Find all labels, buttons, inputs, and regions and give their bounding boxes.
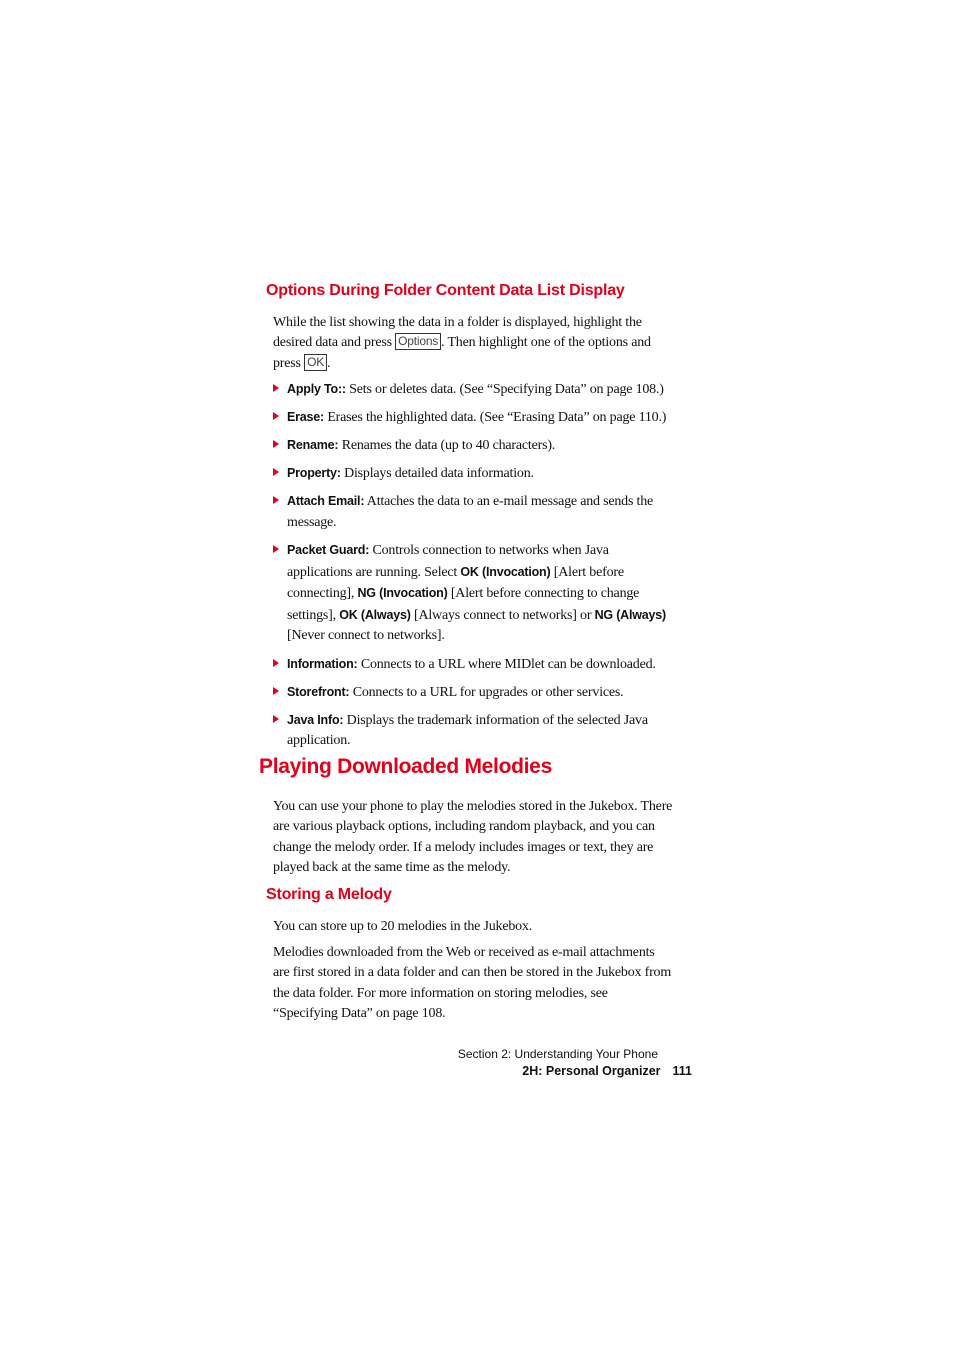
option-ng-always: NG (Always)	[594, 607, 667, 622]
section-heading-playing-melodies: Playing Downloaded Melodies	[259, 755, 552, 778]
bullet-triangle-icon	[273, 468, 279, 476]
item-text: Connects to a URL for upgrades or other services.	[349, 684, 624, 700]
item-label: Information:	[287, 656, 358, 671]
page-number: 111	[672, 1064, 692, 1078]
subsection-heading-storing-melody: Storing a Melody	[266, 886, 392, 903]
item-label: Packet Guard:	[287, 543, 370, 558]
item-label: Java Info:	[287, 712, 344, 727]
item-label: Rename:	[287, 438, 339, 453]
footer-section-title: Section 2: Understanding Your Phone	[457, 1047, 658, 1061]
bullet-triangle-icon	[273, 687, 279, 695]
options-list	[272, 379, 672, 752]
bullet-triangle-icon	[273, 384, 279, 392]
list-item-packet-guard	[272, 540, 672, 647]
item-text: Sets or deletes data. (See “Specifying Data” on page 108.)	[345, 382, 664, 397]
list-item-rename	[272, 435, 672, 457]
option-ok-always: OK (Always)	[339, 607, 411, 622]
item-label: Apply To::	[287, 382, 346, 396]
footer-chapter-line	[522, 1064, 692, 1078]
list-item-attach-email	[272, 491, 672, 533]
bullet-triangle-icon	[273, 496, 279, 504]
item-label: Attach Email:	[287, 494, 365, 509]
bullet-triangle-icon	[273, 412, 279, 420]
ok-key-label: OK	[304, 354, 327, 371]
item-text: Erases the highlighted data. (See “Erasing Data” on page 110.)	[324, 410, 667, 426]
item-text: [Always connect to networks] or	[410, 607, 595, 623]
item-label: Storefront:	[287, 684, 350, 699]
item-text: Attaches the data to an e-mail message and sends the message.	[287, 494, 654, 530]
list-item-apply-to	[272, 379, 672, 401]
bullet-triangle-icon	[273, 440, 279, 448]
bullet-triangle-icon	[273, 545, 279, 553]
options-intro-paragraph	[273, 313, 673, 374]
item-text: Renames the data (up to 40 characters).	[338, 438, 556, 454]
item-text: [Never connect to networks].	[287, 628, 445, 644]
bullet-triangle-icon	[273, 659, 279, 667]
option-ok-invocation: OK (Invocation)	[460, 564, 551, 579]
intro-text-3: .	[327, 355, 331, 371]
item-text: Displays detailed data information.	[340, 466, 534, 482]
bullet-triangle-icon	[273, 715, 279, 723]
list-item-information	[272, 654, 672, 676]
subsection-heading-options: Options During Folder Content Data List Display	[266, 282, 625, 299]
item-text: [Alert before connecting to change settings],	[287, 586, 640, 623]
list-item-property	[272, 463, 672, 485]
item-text: Connects to a URL where MIDlet can be downloaded.	[357, 656, 656, 672]
storing-paragraph-1: You can store up to 20 melodies in the Jukebox.	[273, 919, 533, 934]
storing-paragraph-2: Melodies downloaded from the Web or received as e-mail attachments are first stored in a data folder and can then be stored in the Jukebox from the data folder. For more information on storing melodies, see “Specifying Data” on page 108.	[273, 945, 672, 1021]
item-label: Property:	[287, 466, 341, 481]
intro-text-1: While the list showing the data in a folder is displayed, highlight the desired data and press	[273, 315, 642, 351]
item-text: Controls connection to networks when Java applications are running. Select	[287, 543, 609, 580]
item-text: Displays the trademark information of the selected Java application.	[287, 712, 648, 749]
footer-chapter-title: 2H: Personal Organizer	[522, 1064, 661, 1078]
item-text: [Alert before connecting],	[287, 564, 624, 602]
list-item-erase	[272, 407, 672, 429]
intro-text-2: . Then highlight one of the options and press	[273, 335, 651, 371]
list-item-storefront	[272, 682, 672, 704]
item-label: Erase:	[287, 410, 325, 425]
list-item-java-info	[272, 710, 672, 752]
option-ng-invocation: NG (Invocation)	[357, 586, 448, 601]
melodies-intro-paragraph: You can use your phone to play the melodies stored in the Jukebox. There are various playback options, including random playback, and you can change the melody order. If a melody includes images or text, they are played back at the same time as the melody.	[273, 799, 673, 875]
options-key-label: Options	[395, 333, 441, 350]
